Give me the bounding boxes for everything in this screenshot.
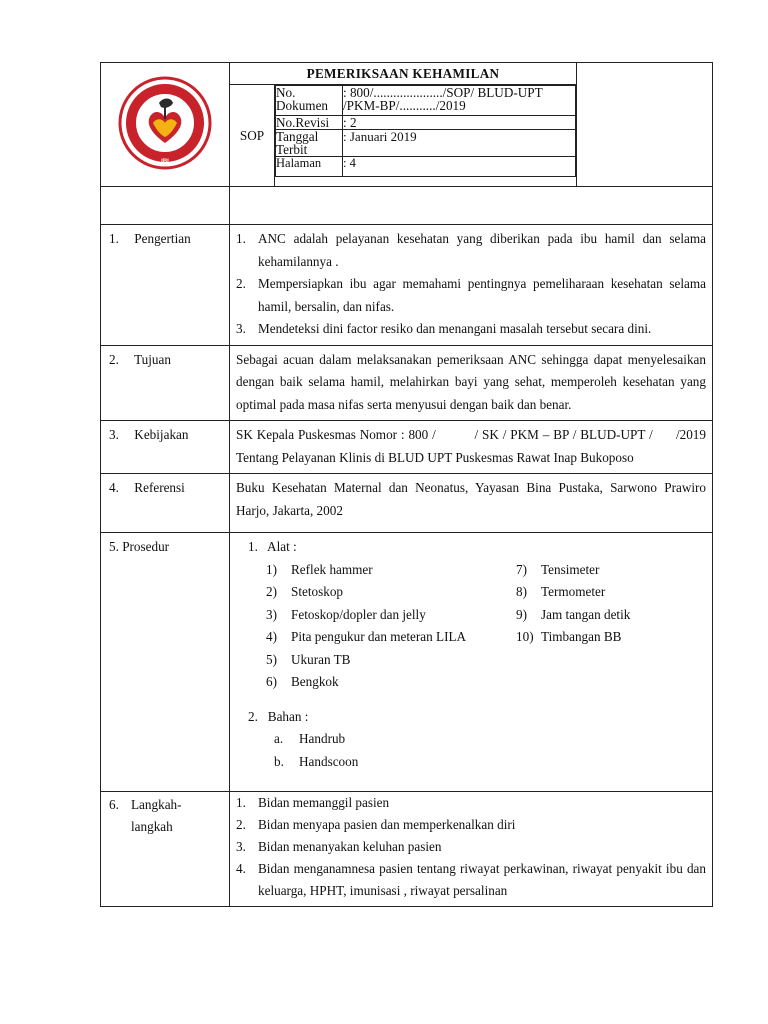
list-item: 3) Fetoskop/dopler dan jelly — [266, 606, 426, 622]
meta-value-revisi: : 2 — [343, 116, 576, 130]
pengertian-list — [236, 228, 706, 341]
section-label-kebijakan: 3. Kebijakan — [101, 421, 230, 474]
list-item: 2. Mempersiapkan ibu agar memahami pentingnya pemeliharaan kesehatan selama hamil, bersalin, dan nifas. — [236, 276, 706, 314]
sop-table — [100, 62, 713, 907]
header-right-blank — [577, 63, 713, 187]
section-content-langkah — [230, 792, 713, 907]
list-item: b. Handscoon — [274, 753, 359, 769]
list-item: 6) Bengkok — [266, 674, 339, 689]
section-content-prosedur — [230, 533, 713, 792]
meta-label-revisi: No.Revisi — [276, 116, 343, 130]
meta-label-dokumen: No. Dokumen — [276, 86, 343, 116]
bahan-heading: 2. Bahan : — [248, 708, 309, 724]
list-item: 1. ANC adalah pelayanan kesehatan yang diberikan pada ibu hamil dan selama kehamilannya . — [236, 231, 706, 269]
list-item: 1) Reflek hammer — [266, 561, 373, 577]
alat-column-right — [516, 559, 716, 694]
section-content-kebijakan: SK Kepala Puskesmas Nomor : 800 / / SK / PKM – BP / BLUD-UPT / /2019 Tentang Pelayanan Klinis di BLUD UPT Puskesmas Rawat Inap Bukoposo — [230, 421, 713, 474]
section-label-langkah: 6. Langkah- langkah — [101, 792, 230, 907]
list-item: 8) Termometer — [516, 584, 606, 599]
section-label-tujuan: 2. Tujuan — [101, 345, 230, 421]
list-item: 7) Tensimeter — [516, 561, 600, 577]
alat-column-left — [266, 559, 496, 694]
list-item: a. Handrub — [274, 731, 346, 746]
list-item: 4. Bidan menganamnesa pasien tentang riwayat perkawinan, riwayat penyakit ibu dan keluarga, HPHT, imunisasi , riwayat persalinan — [236, 861, 706, 898]
section-label-prosedur: 5. Prosedur — [101, 533, 230, 792]
meta-value-halaman: : 4 — [343, 157, 576, 177]
alat-heading: 1. Alat : — [248, 539, 297, 554]
list-item: 3. Bidan menanyakan keluhan pasien — [236, 839, 442, 854]
meta-table — [275, 85, 576, 177]
meta-label-halaman: Halaman — [276, 157, 343, 177]
list-item: 2) Stetoskop — [266, 584, 344, 599]
list-item: 1. Bidan memanggil pasien — [236, 795, 390, 810]
sop-document — [100, 62, 712, 957]
list-item: 9) Jam tangan detik — [516, 606, 631, 622]
section-content-tujuan: Sebagai acuan dalam melaksanakan pemeriksaan ANC sehingga dapat menyelesaikan dengan baik selama hamil, melahirkan bayi yang sehat, memperoleh kesehatan yang optimal pada masa nifas serta menyusui dengan baik dan benar. — [230, 345, 713, 421]
ibi-logo — [115, 73, 215, 173]
logo-cell — [101, 63, 230, 187]
svg-text:IBI: IBI — [161, 158, 169, 165]
blank-cell-left — [101, 187, 230, 225]
meta-value-dokumen: : 800/...................../SOP/ BLUD-UPT /PKM-BP/.........../2019 — [343, 86, 576, 116]
section-content-referensi: Buku Kesehatan Maternal dan Neonatus, Yayasan Bina Pustaka, Sarwono Prawiro Harjo, Jakarta, 2002 — [230, 474, 713, 533]
list-item: 5) Ukuran TB — [266, 651, 351, 667]
meta-label-tanggal: Tanggal Terbit — [276, 130, 343, 157]
meta-cell — [275, 85, 577, 187]
list-item: 4) Pita pengukur dan meteran LILA — [266, 629, 467, 644]
section-label-pengertian: 1. Pengertian — [101, 225, 230, 346]
section-label-referensi: 4. Referensi — [101, 474, 230, 533]
sop-label: SOP — [230, 85, 275, 187]
list-item: 2. Bidan menyapa pasien dan memperkenalkan diri — [236, 817, 516, 832]
list-item: 10) Timbangan BB — [516, 629, 622, 644]
list-item: 3. Mendeteksi dini factor resiko dan menangani masalah tersebut secara dini. — [236, 321, 652, 336]
alat-list — [266, 559, 706, 694]
document-title: PEMERIKSAAN KEHAMILAN — [230, 63, 577, 85]
blank-cell-right — [230, 187, 713, 225]
langkah-list — [236, 792, 706, 902]
meta-value-tanggal: : Januari 2019 — [343, 130, 576, 157]
section-content-pengertian — [230, 225, 713, 346]
